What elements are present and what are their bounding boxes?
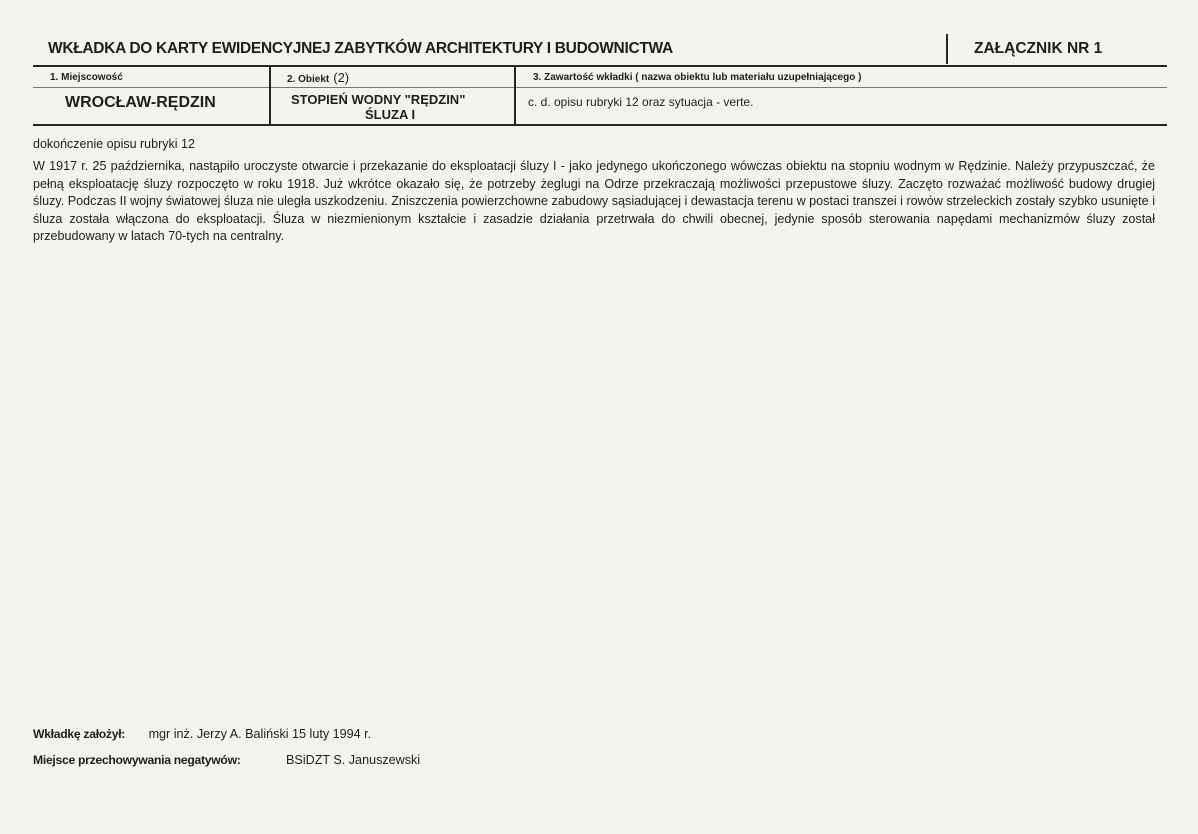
fields-bottom-rule [33,124,1167,126]
location-value: WROCŁAW-RĘDZIN [65,94,216,111]
object-label [287,70,349,85]
storage-value: BSiDZT S. Januszewski [286,753,421,767]
contents-value: c. d. opisu rubryki 12 oraz sytuacja - verte. [528,95,754,109]
description-paragraph: W 1917 r. 25 października, nastąpiło uroczyste otwarcie i przekazanie do eksploatacji śluzy I - jako jedynego ukończonego wówczas obiektu na stopniu wodnym w Rędzinie. Należy przypuszczać, że pełną eksploatację śluzy rozpoczęto w roku 1918. Już wkrótce okazało się, że potrzeby żeglugi na Odrze przekraczają możliwości przepustowe śluzy. Zaczęto rozważać możliwość budowy drugiej śluzy. Podczas II wojny światowej śluza nie uległa uszkodzeniu. Zniszczenia powierzchowne zabudowy sąsiadującej i dewastacja terenu w postaci transzei i rowów strzeleckich zostały szybko usunięte i śluza została włączona do eksploatacji. Śluza w niezmienionym kształcie i zasadzie działania przetrwała do chwili obecnej, jedynie sposób sterowania napędami mechanizmów śluzy został przebudowany w latach 70-tych na centralny. [33,159,1155,244]
field-label-rule [33,87,1167,88]
storage-label: Miejsce przechowywania negatywów: [33,753,241,767]
header-divider [946,34,948,64]
location-label: 1. Miejscowość [50,72,123,83]
field-divider-2 [514,66,516,125]
author-row [33,727,371,741]
author-value: mgr inż. Jerzy A. Baliński 15 luty 1994 r. [148,727,372,741]
object-number: (2) [333,70,350,85]
continuation-label: dokończenie opisu rubryki 12 [33,137,195,151]
author-label: Wkładkę założył: [33,727,126,741]
object-label-text: 2. Obiekt [287,74,330,85]
header-rule [33,65,1167,67]
card-title: WKŁADKA DO KARTY EWIDENCYJNEJ ZABYTKÓW ARCHITEKTURY I BUDOWNICTWA [48,40,673,57]
field-divider-1 [269,66,271,125]
storage-row [33,753,420,767]
object-name-line2: ŚLUZA I [365,107,416,122]
object-name-line1: STOPIEŃ WODNY "RĘDZIN" [291,92,466,107]
attachment-number: ZAŁĄCZNIK NR 1 [974,40,1103,57]
contents-label: 3. Zawartość wkładki ( nazwa obiektu lub materiału uzupełniającego ) [533,72,862,83]
